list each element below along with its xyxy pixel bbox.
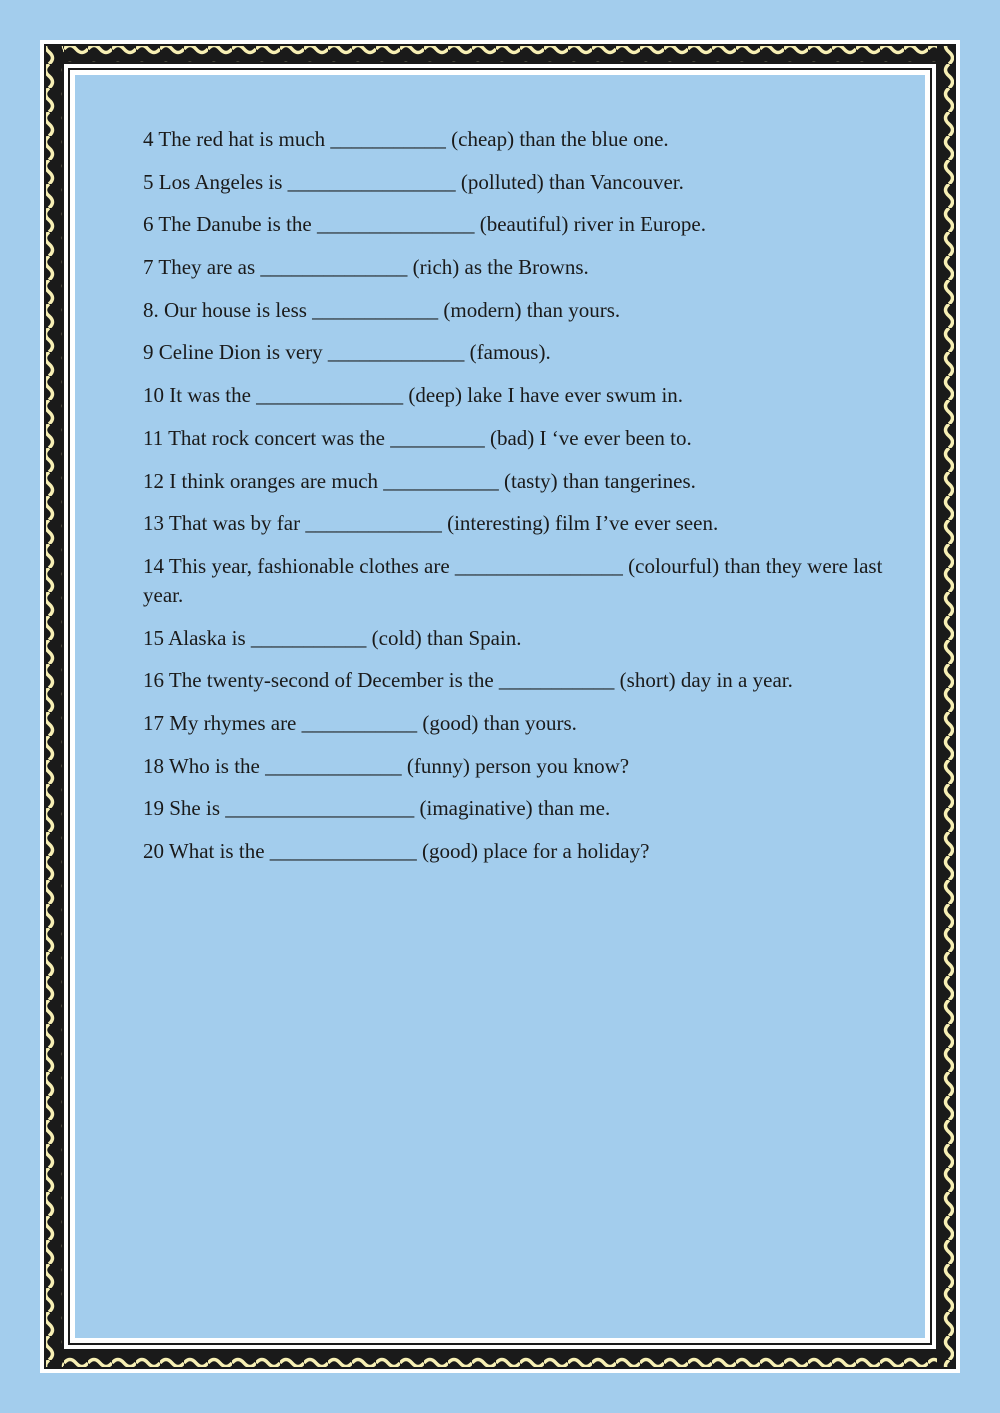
exercise-item-13: 13 That was by far _____________ (interesting) film I’ve ever seen. xyxy=(143,511,719,536)
exercise-item-5: 5 Los Angeles is ________________ (polluted) than Vancouver. xyxy=(143,169,684,194)
exercise-item-18: 18 Who is the _____________ (funny) person you know? xyxy=(143,753,630,778)
exercise-item-10: 10 It was the ______________ (deep) lake I have ever swum in. xyxy=(143,383,684,408)
exercise-item-11: 11 That rock concert was the _________ (bad) I ‘ve ever been to. xyxy=(143,425,692,450)
exercise-item-7: 7 They are as ______________ (rich) as the Browns. xyxy=(143,255,589,280)
exercise-item-16: 16 The twenty-second of December is the ___________ (short) day in a year. xyxy=(143,668,793,693)
worksheet-area xyxy=(75,75,925,1338)
exercise-list xyxy=(143,125,888,880)
exercise-item-19: 19 She is __________________ (imaginative) than me. xyxy=(143,796,611,821)
exercise-item-8: 8. Our house is less ____________ (modern) than yours. xyxy=(143,297,621,322)
exercise-item-4: 4 The red hat is much ___________ (cheap) than the blue one. xyxy=(143,127,669,151)
exercise-item-9: 9 Celine Dion is very _____________ (famous). xyxy=(143,340,551,365)
page-frame xyxy=(40,40,960,1373)
exercise-item-12: 12 I think oranges are much ___________ (tasty) than tangerines. xyxy=(143,468,696,493)
exercise-item-15: 15 Alaska is ___________ (cold) than Spain. xyxy=(143,625,522,650)
exercise-item-14: 14 This year, fashionable clothes are ________________ (colourful) than they were last year. xyxy=(143,553,883,607)
exercise-item-20: 20 What is the ______________ (good) place for a holiday? xyxy=(143,839,650,863)
exercise-item-17: 17 My rhymes are ___________ (good) than yours. xyxy=(143,710,577,735)
exercise-item-6: 6 The Danube is the _______________ (beautiful) river in Europe. xyxy=(143,212,706,237)
